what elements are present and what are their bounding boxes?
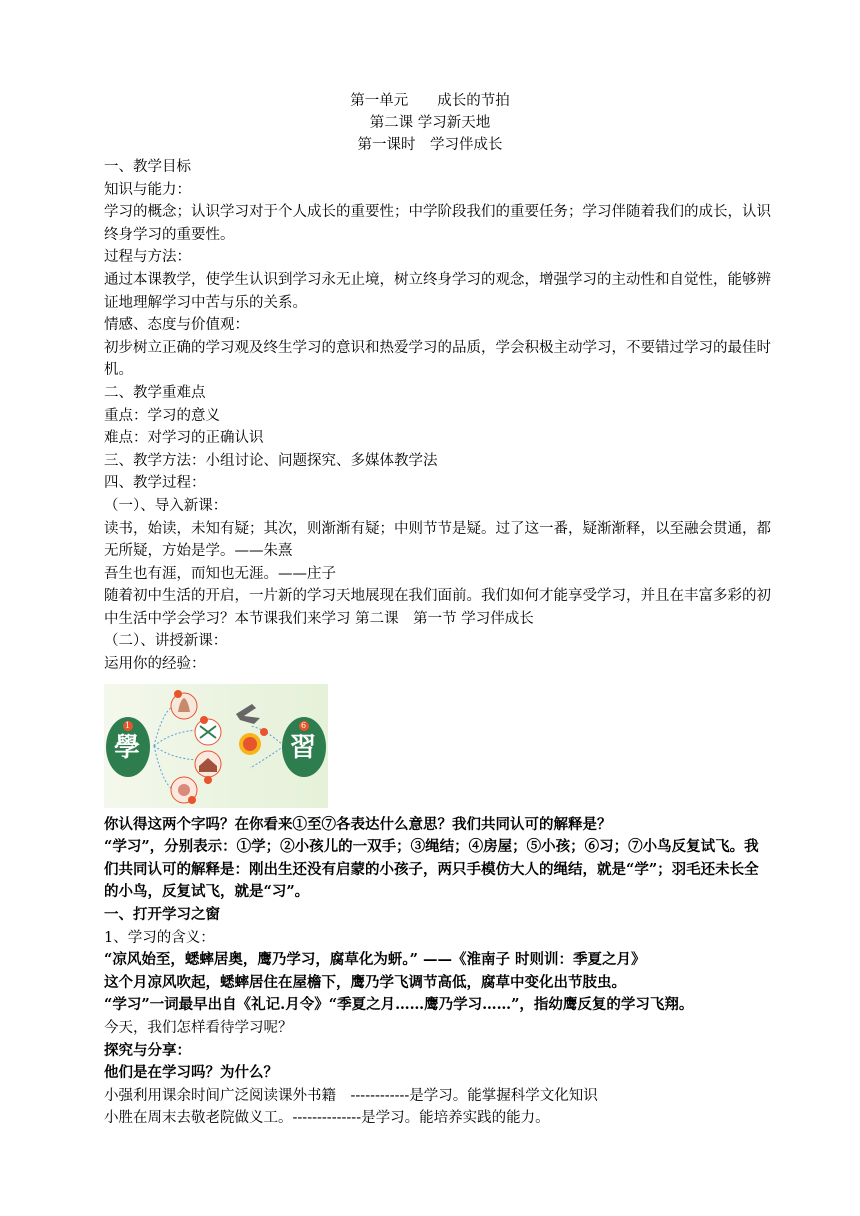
xuexi-character-figure bbox=[104, 684, 328, 808]
unit-title: 第一单元 成长的节拍 bbox=[350, 93, 510, 109]
marker-1-label: 1 bbox=[125, 720, 131, 730]
marker-7 bbox=[260, 728, 268, 736]
explore-heading: 探究与分享： bbox=[104, 1041, 191, 1059]
teach-heading: （二）、讲授新课： bbox=[104, 633, 228, 650]
methods: 三、教学方法：小组讨论、问题探究、多媒体教学法 bbox=[104, 452, 438, 469]
period-title: 第一课时 学习伴成长 bbox=[357, 137, 503, 153]
emotion-label: 情感、态度与价值观： bbox=[104, 317, 249, 334]
xue-character: 學 bbox=[114, 732, 141, 763]
case-two: 小胜在周末去敬老院做义工。--------------是学习。能培养实践的能力。 bbox=[104, 1110, 550, 1127]
quote-zhuangzi: 吾生也有涯，而知也无涯。——庄子 bbox=[104, 565, 336, 582]
xi-character: 習 bbox=[290, 732, 317, 763]
title-block bbox=[0, 90, 860, 156]
marker-3 bbox=[200, 716, 208, 724]
document-body bbox=[104, 156, 772, 1130]
key-point: 重点：学习的意义 bbox=[104, 407, 220, 424]
character-answer: “学习”，分别表示：①学；②小孩儿的一双手；③绳结；④房屋；⑤小孩；⑥习；⑦小鸟反复试飞。我们共同认可的解释是：刚出生还没有启蒙的小孩子，两只手模仿大人的绳结，就是“学”；羽毛还未长全的小鸟，反复试飞，就是“习”。 bbox=[104, 838, 759, 901]
marker-4 bbox=[204, 776, 212, 784]
bird-icon bbox=[236, 704, 260, 724]
intro-heading: （一）、导入新课： bbox=[104, 497, 228, 514]
case-one: 小强利用课余时间广泛阅读课外书籍 ------------是学习。能掌握科学文化知识 bbox=[104, 1087, 598, 1104]
emotion-text: 初步树立正确的学习观及终生学习的意识和热爱学习的品质，学会积极主动学习，不要错过学习的最佳时机。 bbox=[104, 339, 771, 379]
character-question: 你认得这两个字吗？在你看来①至⑦各表达什么意思？我们共同认可的解释是？ bbox=[104, 815, 612, 833]
window-heading: 一、打开学习之窗 bbox=[104, 906, 220, 924]
key-heading: 二、教学重难点 bbox=[104, 384, 206, 401]
learning-question: 他们是在学习吗？为什么？ bbox=[104, 1064, 278, 1082]
knowledge-label: 知识与能力： bbox=[104, 181, 191, 198]
connector-line bbox=[154, 746, 202, 760]
sun-core bbox=[243, 737, 257, 751]
process-text: 通过本课教学，使学生认识到学习永无止境，树立终身学习的观念，增强学习的主动性和自觉性，能够辨证地理解学习中苦与乐的关系。 bbox=[104, 271, 771, 311]
marker-5 bbox=[188, 796, 196, 804]
meaning-heading: 1、学习的含义： bbox=[104, 929, 215, 946]
huainanzi-quote: “凉风始至，蟋蟀居奥，鹰乃学习，腐草化为蚈。” ——《淮南子 时则训：季夏之月》 bbox=[104, 951, 646, 969]
difficulty: 难点：对学习的正确认识 bbox=[104, 430, 264, 447]
experience-label: 运用你的经验： bbox=[104, 656, 206, 673]
lesson-title: 第二课 学习新天地 bbox=[369, 115, 491, 131]
process-heading: 四、教学过程： bbox=[104, 475, 206, 492]
connector-lines bbox=[154, 706, 284, 790]
intro-text: 随着初中生活的开启，一片新的学习天地展现在我们面前。我们如何才能享受学习，并且在丰富多彩的初中生活中学会学习？本节课我们来学习 第二课 第一节 学习伴成长 bbox=[104, 588, 771, 627]
knowledge-text: 学习的概念；认识学习对于个人成长的重要性；中学阶段我们的重要任务；学习伴随着我们的成长，认识终身学习的重要性。 bbox=[104, 204, 771, 243]
marker-2 bbox=[174, 690, 182, 698]
word-origin: “学习”一词最早出自《礼记.月令》“季夏之月……鹰乃学习……”，指幼鹰反复的学习飞翔。 bbox=[104, 996, 694, 1014]
process-label: 过程与方法： bbox=[104, 249, 191, 266]
quote-explanation: 这个月凉风吹起，蟋蟀居住在屋檐下，鹰乃学飞调节高低，腐草中变化出节肢虫。 bbox=[104, 973, 626, 991]
marker-6-label: 6 bbox=[301, 720, 307, 730]
child-shape bbox=[178, 784, 190, 796]
today-question: 今天，我们怎样看待学习呢？ bbox=[104, 1020, 293, 1036]
goals-heading: 一、教学目标 bbox=[104, 159, 191, 175]
quote-zhuxi: 读书，始读，未知有疑；其次，则渐渐有疑；中则节节是疑。过了这一番，疑渐渐释，以至融会贯通，都无所疑，方始是学。——朱熹 bbox=[104, 520, 771, 560]
